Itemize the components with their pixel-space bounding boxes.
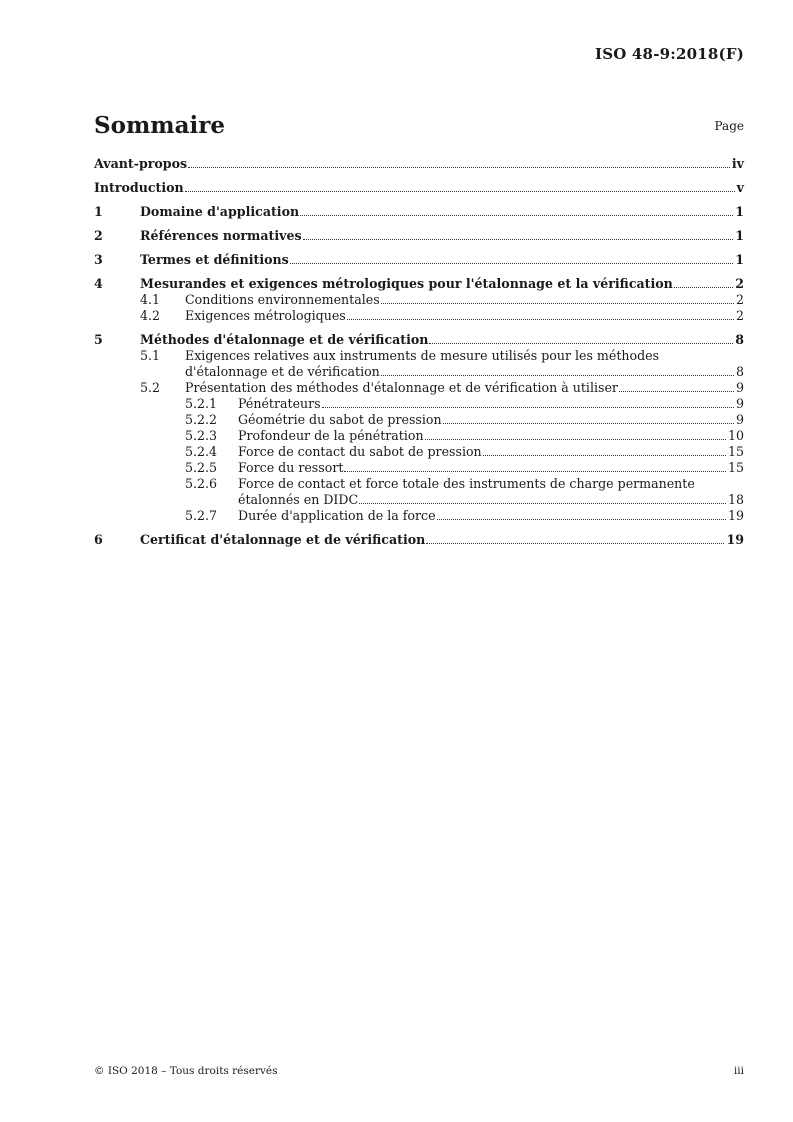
dot-leader bbox=[381, 303, 734, 304]
toc-entry-number: 5.2.7 bbox=[185, 508, 218, 523]
toc-entry-page: v bbox=[736, 180, 744, 195]
toc-entry-page: 19 bbox=[726, 532, 744, 547]
toc-entry-page: 10 bbox=[727, 428, 744, 443]
dot-leader bbox=[483, 455, 726, 456]
toc-entry-title: Avant-propos bbox=[94, 156, 188, 171]
toc-entry-page: 15 bbox=[727, 444, 744, 459]
toc-entry-section-5-2-1[interactable] bbox=[94, 396, 744, 412]
toc-entry-section-5-2-3[interactable] bbox=[94, 428, 744, 444]
toc-entry-title: Profondeur de la pénétration bbox=[238, 428, 424, 443]
toc-entry-section-5-2-7[interactable] bbox=[94, 508, 744, 524]
toc-entry-section-5-1[interactable] bbox=[94, 348, 744, 380]
toc-entry-page: 1 bbox=[735, 252, 744, 267]
dot-leader bbox=[437, 519, 726, 520]
toc-entry-section-4[interactable] bbox=[94, 276, 744, 292]
toc-entry-number: 5.2.3 bbox=[185, 428, 218, 443]
document-id: ISO 48-9:2018(F) bbox=[594, 45, 744, 63]
toc-entry-number: 5.1 bbox=[140, 348, 161, 363]
toc-entry-number: 5.2 bbox=[140, 380, 161, 395]
dot-leader bbox=[429, 343, 733, 344]
toc-entry-number: 5.2.1 bbox=[185, 396, 218, 411]
toc-entry-section-5-2-4[interactable] bbox=[94, 444, 744, 460]
toc-entry-page: 15 bbox=[727, 460, 744, 475]
toc-entry-title-line1: Exigences relatives aux instruments de mesure utilisés pour les méthodes bbox=[185, 348, 660, 363]
dot-leader bbox=[443, 423, 734, 424]
dot-leader bbox=[290, 263, 733, 264]
dot-leader bbox=[426, 543, 724, 544]
toc-entry-section-5-2-2[interactable] bbox=[94, 412, 744, 428]
toc-entry-title-line2: étalonnés en DIDC bbox=[238, 492, 359, 507]
toc-entry-section-5-2[interactable] bbox=[94, 380, 744, 396]
dot-leader bbox=[188, 167, 730, 168]
dot-leader bbox=[300, 215, 733, 216]
toc-entry-page: 1 bbox=[735, 228, 744, 243]
toc-entry-page: 2 bbox=[735, 308, 744, 323]
toc-entry-title: Présentation des méthodes d'étalonnage et de vérification à utiliser bbox=[185, 380, 618, 395]
toc-entry-section-3[interactable] bbox=[94, 252, 744, 268]
toc-entry-title: Pénétrateurs bbox=[238, 396, 321, 411]
toc-entry-page: 9 bbox=[735, 396, 744, 411]
dot-leader bbox=[674, 287, 733, 288]
toc-entry-number: 5.2.2 bbox=[185, 412, 218, 427]
toc-entry-page: 2 bbox=[735, 276, 744, 291]
toc-entry-title: Domaine d'application bbox=[140, 204, 300, 219]
toc-entry-avant-propos[interactable] bbox=[94, 156, 744, 172]
toc-entry-section-5[interactable] bbox=[94, 332, 744, 348]
page-title: Sommaire bbox=[94, 112, 226, 139]
toc-entry-page: 9 bbox=[735, 380, 744, 395]
toc-entry-number: 4 bbox=[94, 276, 103, 291]
toc-entry-section-4-1[interactable] bbox=[94, 292, 744, 308]
dot-leader bbox=[359, 503, 726, 504]
toc-entry-title: Références normatives bbox=[140, 228, 302, 243]
table-of-contents bbox=[94, 156, 744, 548]
toc-entry-title: Mesurandes et exigences métrologiques pour l'étalonnage et la vérification bbox=[140, 276, 673, 291]
toc-entry-number: 3 bbox=[94, 252, 103, 267]
dot-leader bbox=[381, 375, 734, 376]
dot-leader bbox=[425, 439, 726, 440]
toc-entry-introduction[interactable] bbox=[94, 180, 744, 196]
toc-entry-number: 1 bbox=[94, 204, 103, 219]
toc-entry-section-2[interactable] bbox=[94, 228, 744, 244]
dot-leader bbox=[185, 191, 735, 192]
footer-page-number: iii bbox=[733, 1065, 744, 1077]
toc-entry-page: 18 bbox=[727, 492, 744, 507]
toc-entry-number: 4.1 bbox=[140, 292, 161, 307]
toc-entry-page: 9 bbox=[735, 412, 744, 427]
toc-entry-title: Introduction bbox=[94, 180, 184, 195]
toc-entry-page: 19 bbox=[727, 508, 744, 523]
footer-copyright: © ISO 2018 – Tous droits réservés bbox=[94, 1065, 278, 1077]
dot-leader bbox=[347, 319, 734, 320]
toc-entry-section-4-2[interactable] bbox=[94, 308, 744, 324]
toc-entry-number: 5.2.5 bbox=[185, 460, 218, 475]
toc-entry-section-1[interactable] bbox=[94, 204, 744, 220]
toc-entry-title: Durée d'application de la force bbox=[238, 508, 436, 523]
toc-entry-page: 1 bbox=[735, 204, 744, 219]
toc-entry-page: iv bbox=[731, 156, 744, 171]
toc-entry-title: Géométrie du sabot de pression bbox=[238, 412, 442, 427]
toc-entry-number: 6 bbox=[94, 532, 103, 547]
toc-entry-section-6[interactable] bbox=[94, 532, 744, 548]
toc-entry-title: Méthodes d'étalonnage et de vérification bbox=[140, 332, 429, 347]
toc-entry-title: Force du ressort bbox=[238, 460, 344, 475]
toc-entry-page: 2 bbox=[735, 292, 744, 307]
toc-entry-number: 5 bbox=[94, 332, 103, 347]
toc-entry-title: Conditions environnementales bbox=[185, 292, 380, 307]
toc-entry-title: Force de contact du sabot de pression bbox=[238, 444, 482, 459]
toc-entry-number: 5.2.4 bbox=[185, 444, 218, 459]
toc-entry-number: 5.2.6 bbox=[185, 476, 218, 491]
toc-entry-number: 2 bbox=[94, 228, 103, 243]
toc-entry-title: Exigences métrologiques bbox=[185, 308, 346, 323]
dot-leader bbox=[303, 239, 734, 240]
toc-entry-number: 4.2 bbox=[140, 308, 161, 323]
toc-entry-page: 8 bbox=[735, 364, 744, 379]
toc-entry-title-line1: Force de contact et force totale des instruments de charge permanente bbox=[238, 476, 695, 491]
toc-entry-page: 8 bbox=[735, 332, 744, 347]
toc-entry-title: Certificat d'étalonnage et de vérification bbox=[140, 532, 426, 547]
page-column-label: Page bbox=[714, 119, 744, 133]
toc-entry-section-5-2-5[interactable] bbox=[94, 460, 744, 476]
toc-entry-section-5-2-6[interactable] bbox=[94, 476, 744, 508]
toc-entry-title-line2: d'étalonnage et de vérification bbox=[185, 364, 380, 379]
toc-entry-title: Termes et définitions bbox=[140, 252, 289, 267]
dot-leader bbox=[619, 391, 734, 392]
dot-leader bbox=[344, 471, 726, 472]
dot-leader bbox=[322, 407, 734, 408]
